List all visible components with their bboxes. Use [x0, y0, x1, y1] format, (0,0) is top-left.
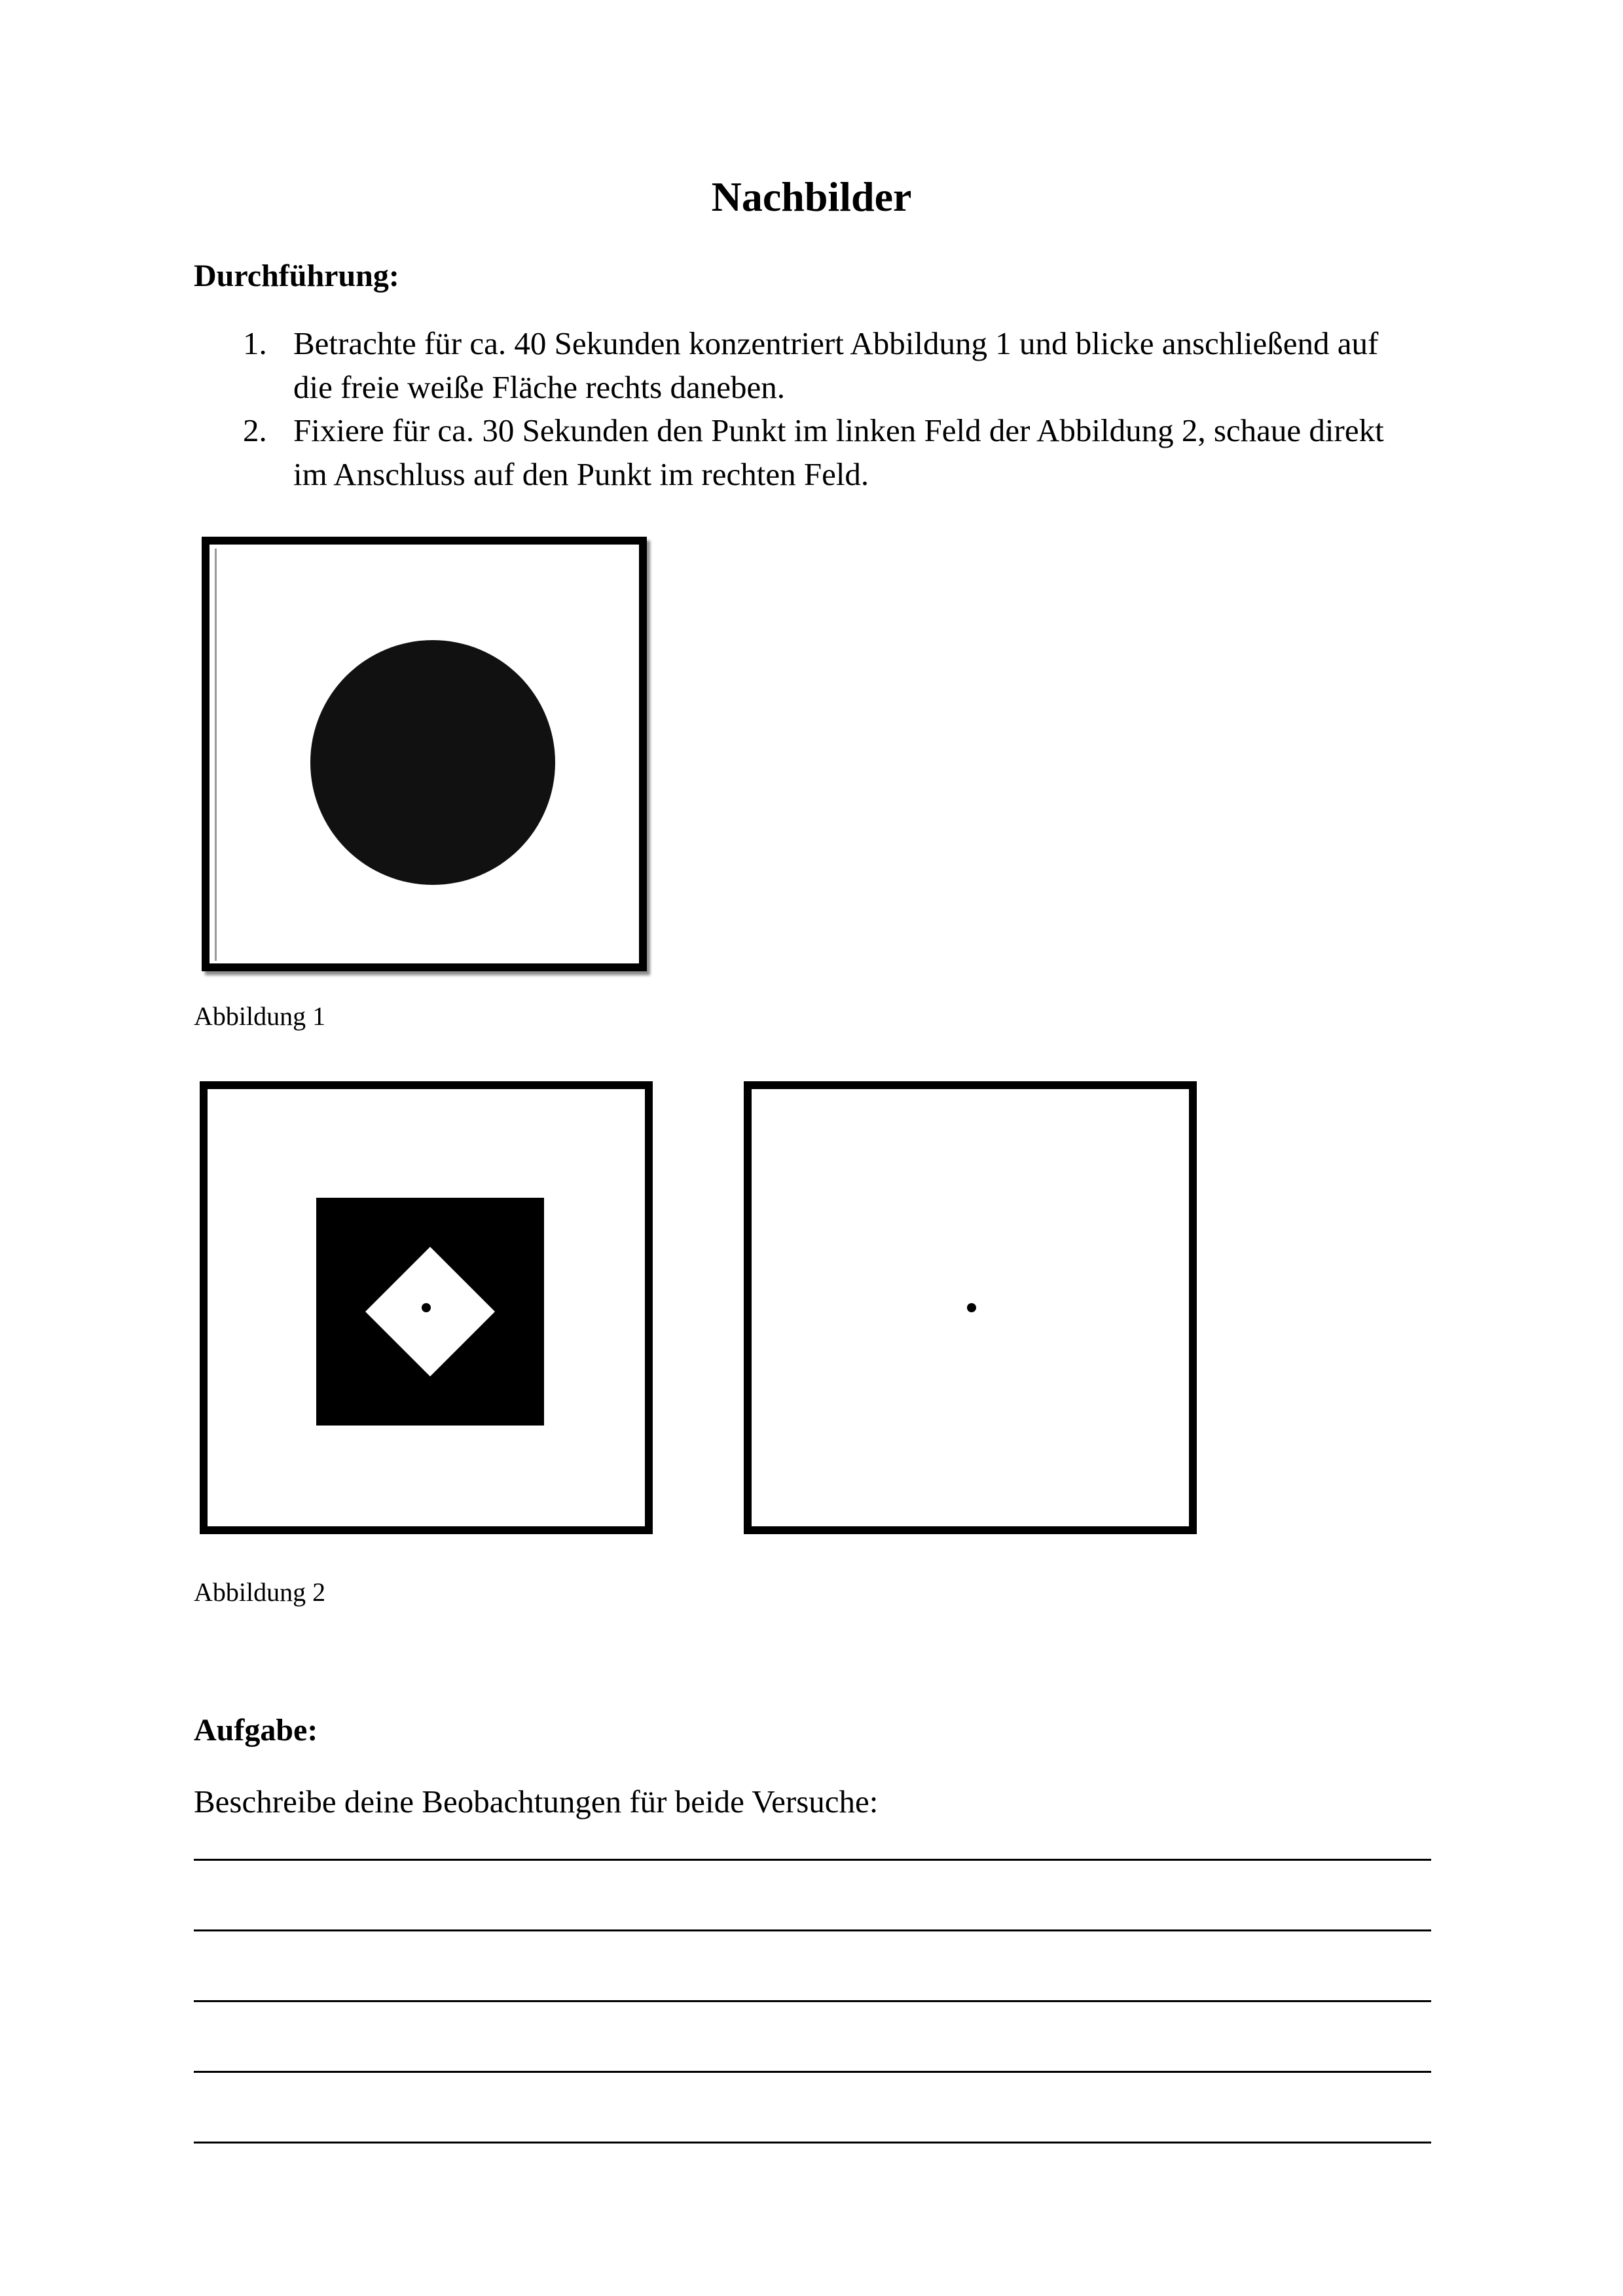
black-square: [316, 1198, 544, 1426]
answer-line[interactable]: [194, 1929, 1431, 1931]
answer-line[interactable]: [194, 2142, 1431, 2144]
fixation-dot: [967, 1303, 976, 1312]
white-diamond: [365, 1247, 495, 1376]
procedure-step: [194, 322, 1438, 409]
step-number: 1.: [243, 325, 267, 361]
figure-1-edge: [215, 548, 217, 961]
procedure-heading: Durchführung:: [194, 259, 399, 293]
figure-1-caption: Abbildung 1: [194, 1001, 326, 1031]
figure-2-left-field: [200, 1081, 653, 1534]
figure-1-black-circle: [202, 537, 647, 971]
answer-line[interactable]: [194, 2000, 1431, 2002]
procedure-steps: [194, 322, 1438, 496]
figure-2-right-field: [744, 1081, 1197, 1534]
answer-line[interactable]: [194, 1859, 1431, 1861]
procedure-step: [194, 409, 1438, 496]
step-text-line-1: Betrachte für ca. 40 Sekunden konzentriert Abbildung 1 und blicke anschließend auf: [293, 325, 1379, 361]
task-heading: Aufgabe:: [194, 1713, 318, 1748]
black-circle: [310, 640, 555, 885]
figure-2-caption: Abbildung 2: [194, 1577, 326, 1607]
fixation-dot: [422, 1303, 431, 1312]
step-text-line-1: Fixiere für ca. 30 Sekunden den Punkt im linken Feld der Abbildung 2, schaue direkt: [293, 412, 1384, 448]
page-title: Nachbilder: [711, 173, 912, 220]
step-text-line-2: die freie weiße Fläche rechts daneben.: [293, 368, 785, 405]
step-number: 2.: [243, 412, 267, 448]
answer-line[interactable]: [194, 2071, 1431, 2073]
task-prompt: Beschreibe deine Beobachtungen für beide Versuche:: [194, 1784, 879, 1820]
step-text-line-2: im Anschluss auf den Punkt im rechten Feld.: [293, 456, 869, 492]
